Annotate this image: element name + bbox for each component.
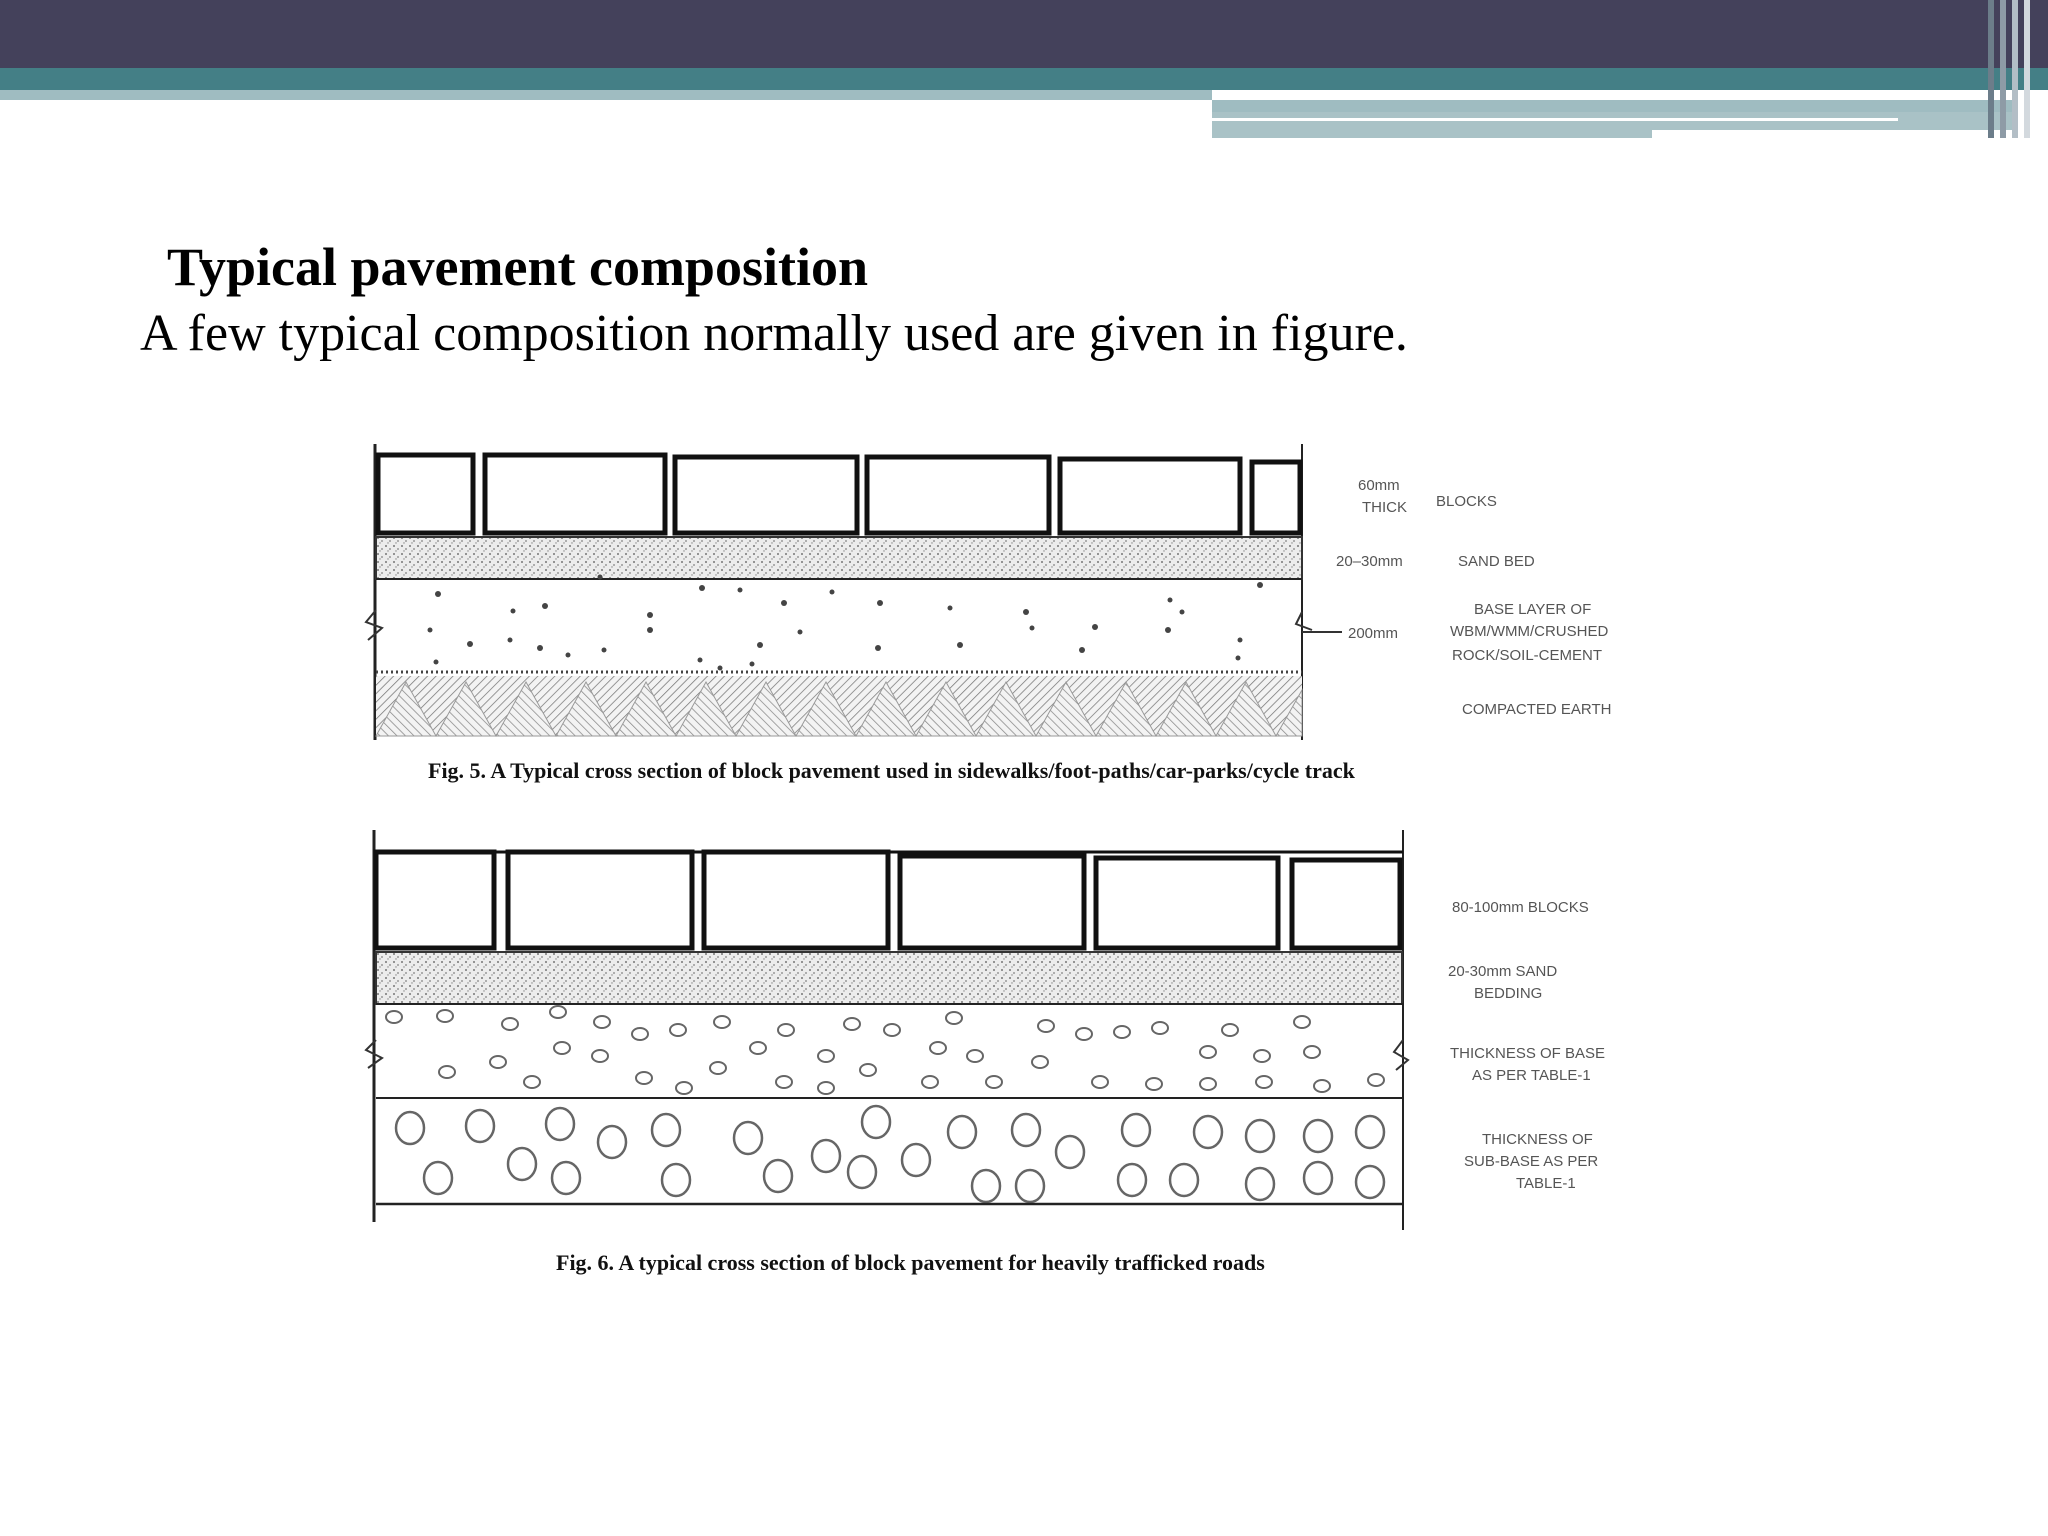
fig5-label-block-size: 60mm — [1358, 477, 1400, 494]
fig6-block — [1096, 858, 1278, 948]
figure-6-block-pavement — [366, 830, 1605, 1275]
fig6-caption: Fig. 6. A typical cross section of block pavement for heavily trafficked roads — [556, 1250, 1265, 1275]
fig6-label-subbase-2: SUB-BASE AS PER — [1464, 1153, 1599, 1170]
fig5-label-block-thick: THICK — [1362, 499, 1407, 516]
fig6-label-sand-2: BEDDING — [1474, 985, 1543, 1002]
fig5-block — [378, 455, 473, 533]
fig6-blocks-layer — [374, 852, 1403, 948]
fig5-block — [1060, 459, 1240, 533]
fig5-base-layer — [366, 575, 1312, 673]
fig6-block — [704, 852, 888, 948]
fig5-sand-bed-layer — [376, 537, 1302, 579]
fig5-block — [867, 457, 1049, 533]
fig6-sand-bedding-layer — [376, 952, 1402, 1004]
slide-subtitle: A few typical composition normally used are given in figure. — [140, 305, 1408, 362]
figure-5-block-pavement — [366, 444, 1611, 783]
fig6-base-layer — [366, 1004, 1408, 1098]
fig5-label-base-size: 200mm — [1348, 625, 1399, 642]
fig5-label-base-3: ROCK/SOIL-CEMENT — [1452, 647, 1603, 664]
fig5-label-sand-bed: SAND BED — [1458, 553, 1535, 570]
fig5-blocks-layer — [378, 455, 1300, 533]
fig5-block — [1252, 462, 1300, 533]
fig5-label-blocks: BLOCKS — [1436, 493, 1497, 510]
fig6-block — [376, 852, 494, 948]
fig6-break-mark — [1394, 1040, 1408, 1070]
fig6-label-base-1: THICKNESS OF BASE — [1450, 1045, 1606, 1062]
fig5-block — [675, 457, 857, 533]
fig5-label-base-1: BASE LAYER OF — [1474, 601, 1592, 618]
fig5-caption: Fig. 5. A Typical cross section of block pavement used in sidewalks/foot-paths/car-parks/cycle track — [428, 758, 1355, 783]
fig5-label-sand-size: 20–30mm — [1336, 553, 1403, 570]
slide-title: Typical pavement composition — [167, 237, 868, 297]
fig6-block — [1292, 860, 1400, 948]
fig6-block — [900, 856, 1084, 948]
fig6-block — [508, 852, 692, 948]
fig6-label-subbase-1: THICKNESS OF — [1482, 1131, 1593, 1148]
fig6-subbase-layer — [376, 1106, 1403, 1204]
fig5-break-mark — [1296, 612, 1312, 630]
fig5-label-earth: COMPACTED EARTH — [1462, 701, 1612, 718]
fig5-block — [485, 455, 665, 533]
fig6-label-sand-1: 20-30mm SAND — [1448, 963, 1558, 980]
fig5-label-base-2: WBM/WMM/CRUSHED — [1450, 623, 1609, 640]
fig6-label-blocks: 80-100mm BLOCKS — [1452, 899, 1589, 916]
fig6-label-base-2: AS PER TABLE-1 — [1472, 1067, 1591, 1084]
fig5-compacted-earth-layer — [376, 676, 1302, 736]
fig6-label-subbase-3: TABLE-1 — [1516, 1175, 1576, 1192]
